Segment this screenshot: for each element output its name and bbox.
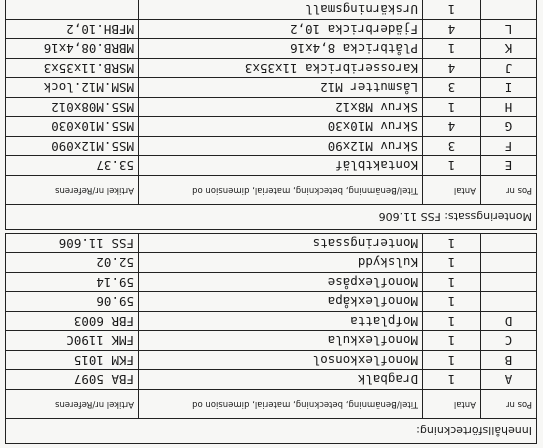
table-row (5, 59, 536, 79)
title-cell: Monoflexpåse (139, 273, 423, 293)
header-antal: Antal (423, 176, 481, 205)
pos-cell: K (481, 39, 537, 59)
pos-cell: I (481, 78, 537, 98)
article-number-cell: FMK 1190C (5, 331, 138, 351)
section-title-row (5, 205, 536, 230)
title-cell: Urskärningsmall (139, 0, 423, 20)
table-row (5, 234, 536, 254)
quantity-cell: 1 (423, 39, 481, 59)
header-article: Artikel nr/Referens (5, 390, 138, 419)
table-row (5, 292, 536, 312)
quantity-cell: 1 (423, 292, 481, 312)
pos-cell: H (481, 98, 537, 118)
quantity-cell: 1 (423, 273, 481, 293)
article-number-cell: FBR 6003 (5, 312, 138, 332)
article-number-cell: 53.37 (5, 156, 138, 176)
quantity-cell: 1 (423, 0, 481, 20)
article-number-cell: MS5.M10x030 (5, 117, 138, 137)
pos-cell (481, 234, 537, 254)
article-number-cell: MFBH.10,2 (5, 20, 138, 40)
article-number-cell: MSM.M12.lock (5, 78, 138, 98)
article-number-cell: 59.14 (5, 273, 138, 293)
pos-cell: C (481, 331, 537, 351)
pos-cell (481, 273, 537, 293)
parts-list-body (5, 0, 536, 444)
article-number-cell: FBA 5097 (5, 370, 138, 390)
quantity-cell: 1 (423, 98, 481, 118)
title-cell: Skruv M12x90 (139, 137, 423, 157)
header-article: Artikel nr/Referens (5, 176, 138, 205)
pos-cell (481, 253, 537, 273)
pos-cell: B (481, 351, 537, 371)
section-gap (5, 230, 536, 234)
quantity-cell: 4 (423, 117, 481, 137)
parts-list-sheet (6, 4, 537, 444)
pos-cell (481, 292, 537, 312)
title-cell: Monoflexkåpa (139, 292, 423, 312)
title-cell: Monoflexkula (139, 331, 423, 351)
title-cell: Skruv M10x30 (139, 117, 423, 137)
header-title: Titel/Benämning, beteckning, material, dimension od (139, 176, 423, 205)
article-number-cell: MSRB.11x35x3 (5, 59, 138, 79)
quantity-cell: 1 (423, 331, 481, 351)
table-row (5, 39, 536, 59)
title-cell: Dragbalk (139, 370, 423, 390)
pos-cell: A (481, 370, 537, 390)
article-number-cell: MS5.M12x090 (5, 137, 138, 157)
table-row (5, 78, 536, 98)
section-title-row (5, 419, 536, 444)
column-header-row (5, 176, 536, 205)
title-cell: Kontaktbläf (139, 156, 423, 176)
table-row (5, 370, 536, 390)
quantity-cell: 1 (423, 351, 481, 371)
table-row (5, 351, 536, 371)
title-cell: Låsmutter M12 (139, 78, 423, 98)
article-number-cell: FKM 1015 (5, 351, 138, 371)
article-number-cell: MS5.M08x012 (5, 98, 138, 118)
title-cell: Mofplatta (139, 312, 423, 332)
header-antal: Antal (423, 390, 481, 419)
table-row (5, 98, 536, 118)
title-cell: Monteringssats (139, 234, 423, 254)
pos-cell: F (481, 137, 537, 157)
article-number-cell: 59.06 (5, 292, 138, 312)
table-row (5, 331, 536, 351)
pos-cell: G (481, 117, 537, 137)
quantity-cell: 1 (423, 312, 481, 332)
quantity-cell: 1 (423, 253, 481, 273)
article-number-cell: 52.02 (5, 253, 138, 273)
quantity-cell: 1 (423, 156, 481, 176)
article-number-cell: FSS 11.606 (5, 234, 138, 254)
table-row (5, 0, 536, 20)
header-pos: Pos nr (481, 176, 537, 205)
section-title: Innehållsförteckning: (5, 419, 536, 444)
pos-cell: E (481, 156, 537, 176)
header-title: Titel/Benämning, beteckning, material, dimension od (139, 390, 423, 419)
parts-list-table (5, 0, 537, 444)
quantity-cell: 4 (423, 59, 481, 79)
table-row (5, 312, 536, 332)
pos-cell (481, 0, 537, 20)
title-cell: Kulskydd (139, 253, 423, 273)
article-number-cell: MBRB.08,4x16 (5, 39, 138, 59)
section-title: Monteringssats: FSS 11.606 (5, 205, 536, 230)
title-cell: Karosseribricka 11x35x3 (139, 59, 423, 79)
table-row (5, 20, 536, 40)
table-row (5, 137, 536, 157)
header-pos: Pos nr (481, 390, 537, 419)
table-row (5, 117, 536, 137)
table-row (5, 273, 536, 293)
quantity-cell: 1 (423, 234, 481, 254)
article-number-cell (5, 0, 138, 20)
column-header-row (5, 390, 536, 419)
quantity-cell: 4 (423, 20, 481, 40)
title-cell: Skruv M8x12 (139, 98, 423, 118)
title-cell: Monoflexkonsol (139, 351, 423, 371)
title-cell: Fjäderbricka 10,2 (139, 20, 423, 40)
quantity-cell: 3 (423, 137, 481, 157)
pos-cell: J (481, 59, 537, 79)
title-cell: Plåtbricka 8,4x16 (139, 39, 423, 59)
pos-cell: D (481, 312, 537, 332)
pos-cell: L (481, 20, 537, 40)
quantity-cell: 3 (423, 78, 481, 98)
quantity-cell: 1 (423, 370, 481, 390)
table-row (5, 156, 536, 176)
table-row (5, 253, 536, 273)
